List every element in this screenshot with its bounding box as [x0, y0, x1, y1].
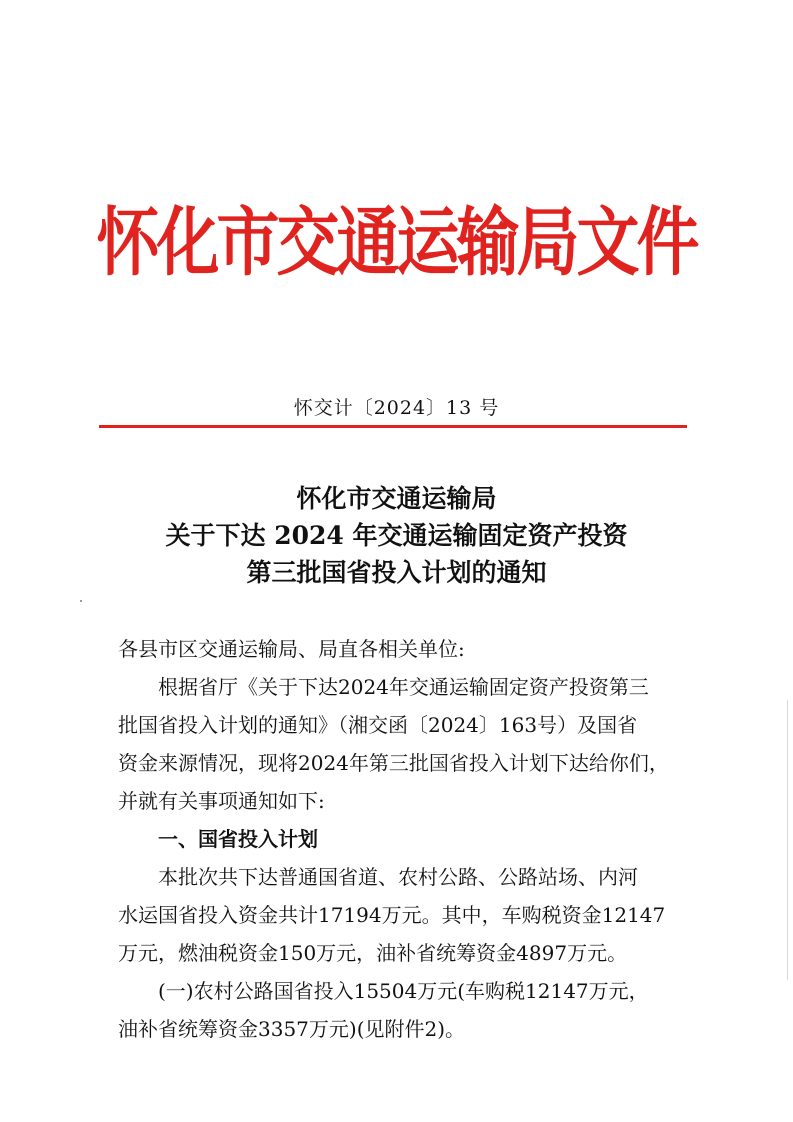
salutation: 各县市区交通运输局、局直各相关单位:	[118, 637, 465, 661]
paragraph-line: 油补省统筹资金3357万元)(见附件2)。	[118, 1017, 466, 1041]
paragraph-line: 本批次共下达普通国省道、农村公路、公路站场、内河	[158, 865, 638, 889]
document-title	[0, 480, 793, 591]
scan-speck	[80, 600, 82, 602]
title-line-2: 关于下达 2024 年交通运输固定资产投资	[165, 521, 628, 550]
document-body	[118, 630, 678, 1048]
red-separator-line	[99, 425, 687, 428]
scan-edge-line	[787, 700, 788, 980]
paragraph-line: 万元，燃油税资金150万元，油补省统筹资金4897万元。	[118, 941, 628, 965]
paragraph-line: 根据省厅《关于下达2024年交通运输固定资产投资第三	[158, 675, 649, 699]
section-heading: 一、国省投入计划	[158, 827, 318, 851]
paragraph-line: 并就有关事项通知如下:	[118, 789, 325, 813]
title-line-3: 第三批国省投入计划的通知	[246, 558, 547, 587]
paragraph-line: (一)农村公路国省投入15504万元(车购税12147万元，	[158, 979, 649, 1003]
paragraph-line: 水运国省投入资金共计17194万元。其中，车购税资金12147	[118, 903, 666, 927]
document-masthead: 怀化市交通运输局文件	[96, 199, 697, 286]
paragraph-line: 资金来源情况，现将2024年第三批国省投入计划下达给你们，	[118, 751, 669, 775]
title-line-1: 怀化市交通运输局	[296, 484, 497, 513]
paragraph-line: 批国省投入计划的通知》（湘交函〔2024〕163号）及国省	[118, 713, 638, 737]
document-number: 怀交计〔2024〕13 号	[293, 397, 500, 419]
